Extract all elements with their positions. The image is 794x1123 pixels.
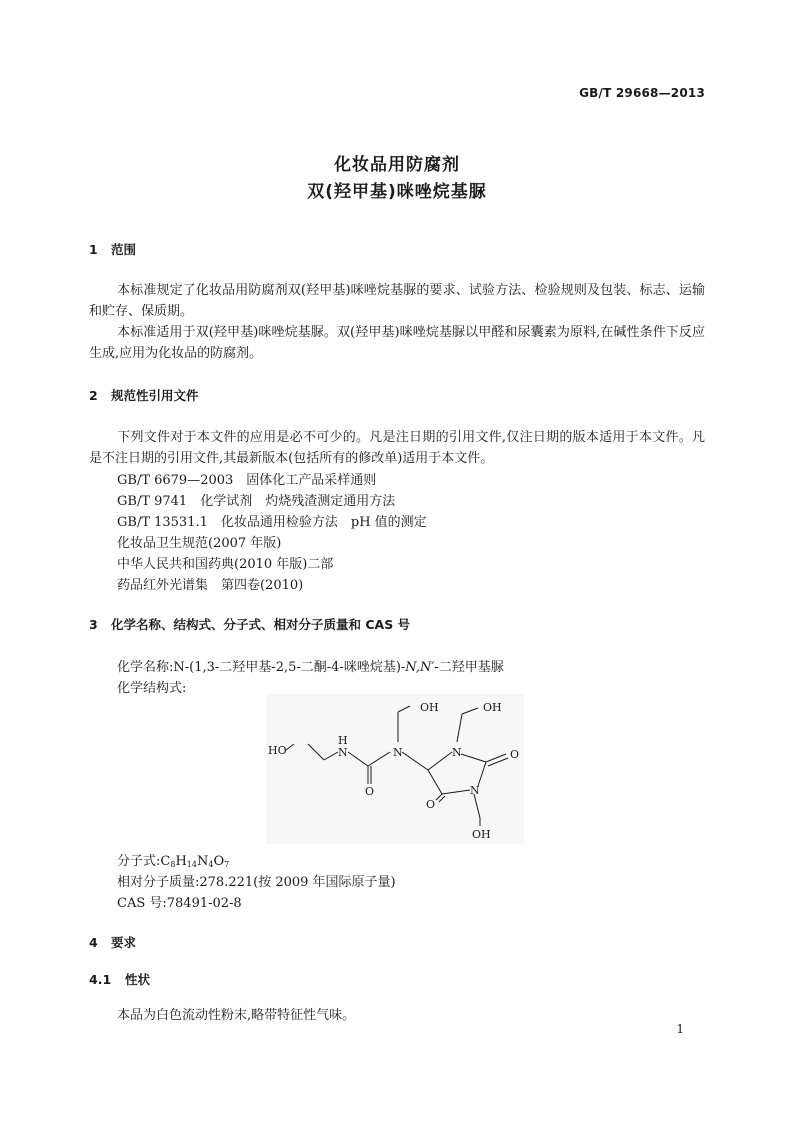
document-title-line1: 化妆品用防腐剂: [334, 155, 460, 175]
section-number: 3: [89, 617, 98, 632]
section-2-paragraph: [89, 427, 705, 469]
structural-formula: [266, 694, 524, 844]
molecular-formula: [117, 850, 229, 869]
section-number: 2: [89, 388, 98, 403]
structure-background: [266, 694, 524, 844]
paragraph-text: 本标准适用于双(羟甲基)咪唑烷基脲。双(羟甲基)咪唑烷基脲以甲醛和尿囊素为原料,在碱性条件下反应生成,应用为化妆品的防腐剂。: [89, 325, 705, 361]
page-number: 1: [676, 1022, 684, 1036]
atom-label: O: [510, 748, 520, 761]
atom-label: N: [470, 784, 480, 797]
section-1-paragraph-2: [89, 322, 705, 364]
section-1-heading: [89, 240, 136, 258]
structure-label: 化学结构式:: [117, 681, 187, 696]
reference-item: 药品红外光谱集 第四卷(2010): [117, 578, 304, 593]
section-3-heading: [89, 615, 410, 633]
chemical-name-label: 化学名称:: [117, 660, 174, 675]
section-title: 规范性引用文件: [111, 388, 199, 403]
molecular-mass: 相对分子质量:278.221(按 2009 年国际原子量): [117, 875, 396, 890]
formula-element: O: [213, 854, 225, 869]
chemical-name-part: N,N′: [405, 660, 435, 675]
chemical-name: [117, 656, 504, 675]
atom-label: O: [426, 798, 436, 811]
cas-number: CAS 号:78491-02-8: [117, 896, 242, 911]
chemical-name-part: -二羟甲基脲: [434, 660, 504, 675]
atom-label: OH: [420, 701, 439, 714]
reference-item: GB/T 13531.1 化妆品通用检验方法 pH 值的测定: [117, 515, 427, 530]
formula-count: 4: [208, 860, 214, 869]
section-number: 4: [89, 935, 98, 950]
chemical-name-part: N-(1,3-二羟甲基-2,5-二酮-4-咪唑烷基)-: [173, 660, 406, 675]
section-number: 1: [89, 242, 98, 257]
atom-label: H: [338, 734, 348, 747]
standard-code: GB/T 29668—2013: [579, 86, 705, 100]
paragraph-text: 本标准规定了化妆品用防腐剂双(羟甲基)咪唑烷基脲的要求、试验方法、检验规则及包装、标志、运输和贮存、保质期。: [89, 283, 705, 319]
section-2-heading: [89, 386, 199, 404]
section-1-paragraph-1: [89, 280, 705, 322]
atom-label: HO: [268, 744, 287, 757]
section-4-1-heading: [89, 970, 150, 988]
section-title: 范围: [111, 242, 137, 257]
section-4-heading: [89, 933, 136, 951]
reference-item: GB/T 6679—2003 固体化工产品采样通则: [117, 473, 377, 488]
paragraph-text: 下列文件对于本文件的应用是必不可少的。凡是注日期的引用文件,仅注日期的版本适用于本文件。凡是不注日期的引用文件,其最新版本(包括所有的修改单)适用于本文件。: [89, 430, 705, 466]
section-title: 要求: [111, 935, 137, 950]
formula-element: N: [196, 854, 209, 869]
atom-label: OH: [472, 828, 491, 841]
reference-item: 化妆品卫生规范(2007 年版): [117, 536, 282, 551]
formula-count: 8: [170, 860, 176, 869]
section-title: 性状: [125, 972, 151, 987]
atom-label: N: [393, 746, 403, 759]
structure-diagram: [266, 694, 524, 844]
reference-item: GB/T 9741 化学试剂 灼烧残渣测定通用方法: [117, 494, 396, 509]
formula-count: 14: [186, 860, 197, 869]
reference-item: 中华人民共和国药典(2010 年版)二部: [117, 557, 334, 572]
formula-label: 分子式:: [117, 854, 161, 869]
section-title: 化学名称、结构式、分子式、相对分子质量和 CAS 号: [111, 617, 411, 632]
atom-label: O: [365, 785, 375, 798]
document-title-line2: 双(羟甲基)咪唑烷基脲: [307, 182, 487, 202]
formula-element: H: [175, 854, 187, 869]
section-number: 4.1: [89, 972, 112, 987]
section-4-1-paragraph: 本品为白色流动性粉末,略带特征性气味。: [117, 1008, 356, 1023]
atom-label: N: [452, 746, 462, 759]
atom-label: N: [338, 746, 348, 759]
formula-element: C: [160, 854, 171, 869]
atom-label: OH: [483, 701, 502, 714]
formula-count: 7: [224, 860, 230, 869]
